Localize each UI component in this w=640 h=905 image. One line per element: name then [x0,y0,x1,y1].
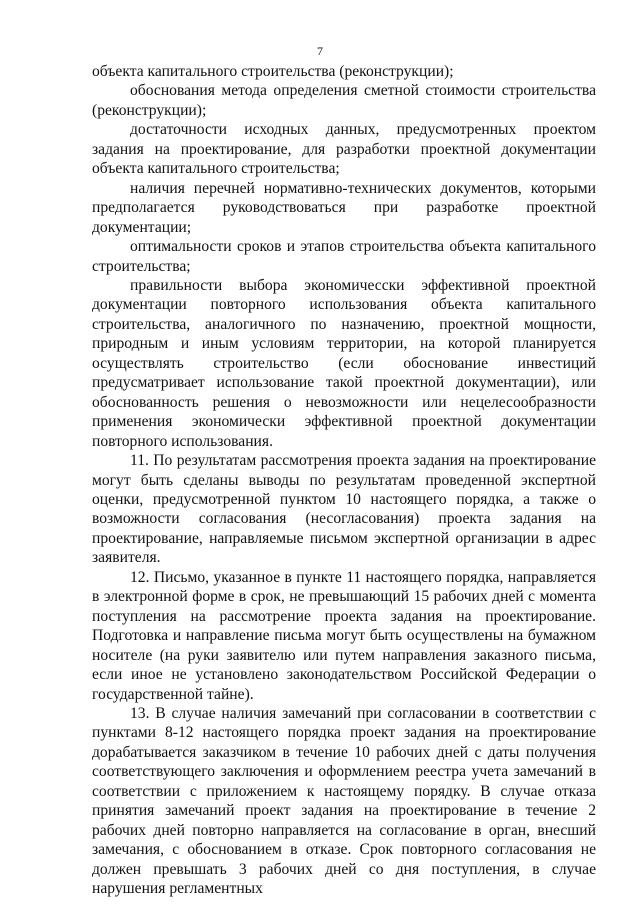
paragraph-input-data: достаточности исходных данных, предусмотренных проектом задания на проектирование, для разработки проектной документации объекта капитального строительства; [92,121,596,178]
paragraph-construction-timing: оптимальности сроков и этапов строительства объекта капитального строительства; [92,238,596,275]
paragraph-normative-docs: наличия перечней нормативно-технических документов, которыми предполагается руководствоваться при разработке проектной документации; [92,179,596,236]
page-number: 7 [317,44,323,58]
paragraph-reuse-documentation: правильности выбора экономичесски эффективной проектной документации повторного использования объекта капитального строительства, аналогичного по назначению, проектной мощности, природным и иным условиям территории, на которой планируется осуществлять строительство (если обоснование инвестиций предусматривает использование такой проектной документации), или обоснованность решения о невозможности или нецелесообразности применения экономически эффективной проектной документации повторного использования. [92,276,596,450]
paragraph-estimate-method: обоснования метода определения сметной стоимости строительства (реконструкции); [92,82,596,119]
paragraph-item-12: 12. Письмо, указанное в пункте 11 настоящего порядка, направляется в электронной форме в срок, не превышающий 15 рабочих дней с момента поступления на рассмотрение проекта задания на проектирование. Подготовка и направление письма могут быть осуществлены на бумажном носителе (на руки заявителю или путем направления заказного письма, если иное не установлено законодательством Российской Федерации о государственной тайне). [92,568,596,703]
paragraph-continuation: объекта капитального строительства (реконструкции); [92,63,454,80]
paragraph-item-11: 11. По результатам рассмотрения проекта задания на проектирование могут быть сделаны выводы по результатам проведенной экспертной оценки, предусмотренной пунктом 10 настоящего порядка, а также о возможности согласования (несогласования) проекта задания на проектирование, направляемые письмом экспертной организации в адрес заявителя. [92,452,596,567]
document-body [92,62,596,898]
paragraph-item-13: 13. В случае наличия замечаний при согласовании в соответствии с пунктами 8-12 настоящего порядка проект задания на проектирование дорабатывается заказчиком в течение 10 рабочих дней с даты получения соответствующего заключения и оформлением реестра учета замечаний в соответствии с приложением к настоящему порядку. В случае отказа принятия замечаний проект задания на проектирование в течение 2 рабочих дней повторно направляется на согласование в орган, внесший замечания, с обоснованием в отказе. Срок повторного согласования не должен превышать 3 рабочих дней со дня поступления, в случае нарушения регламентных [92,704,596,898]
